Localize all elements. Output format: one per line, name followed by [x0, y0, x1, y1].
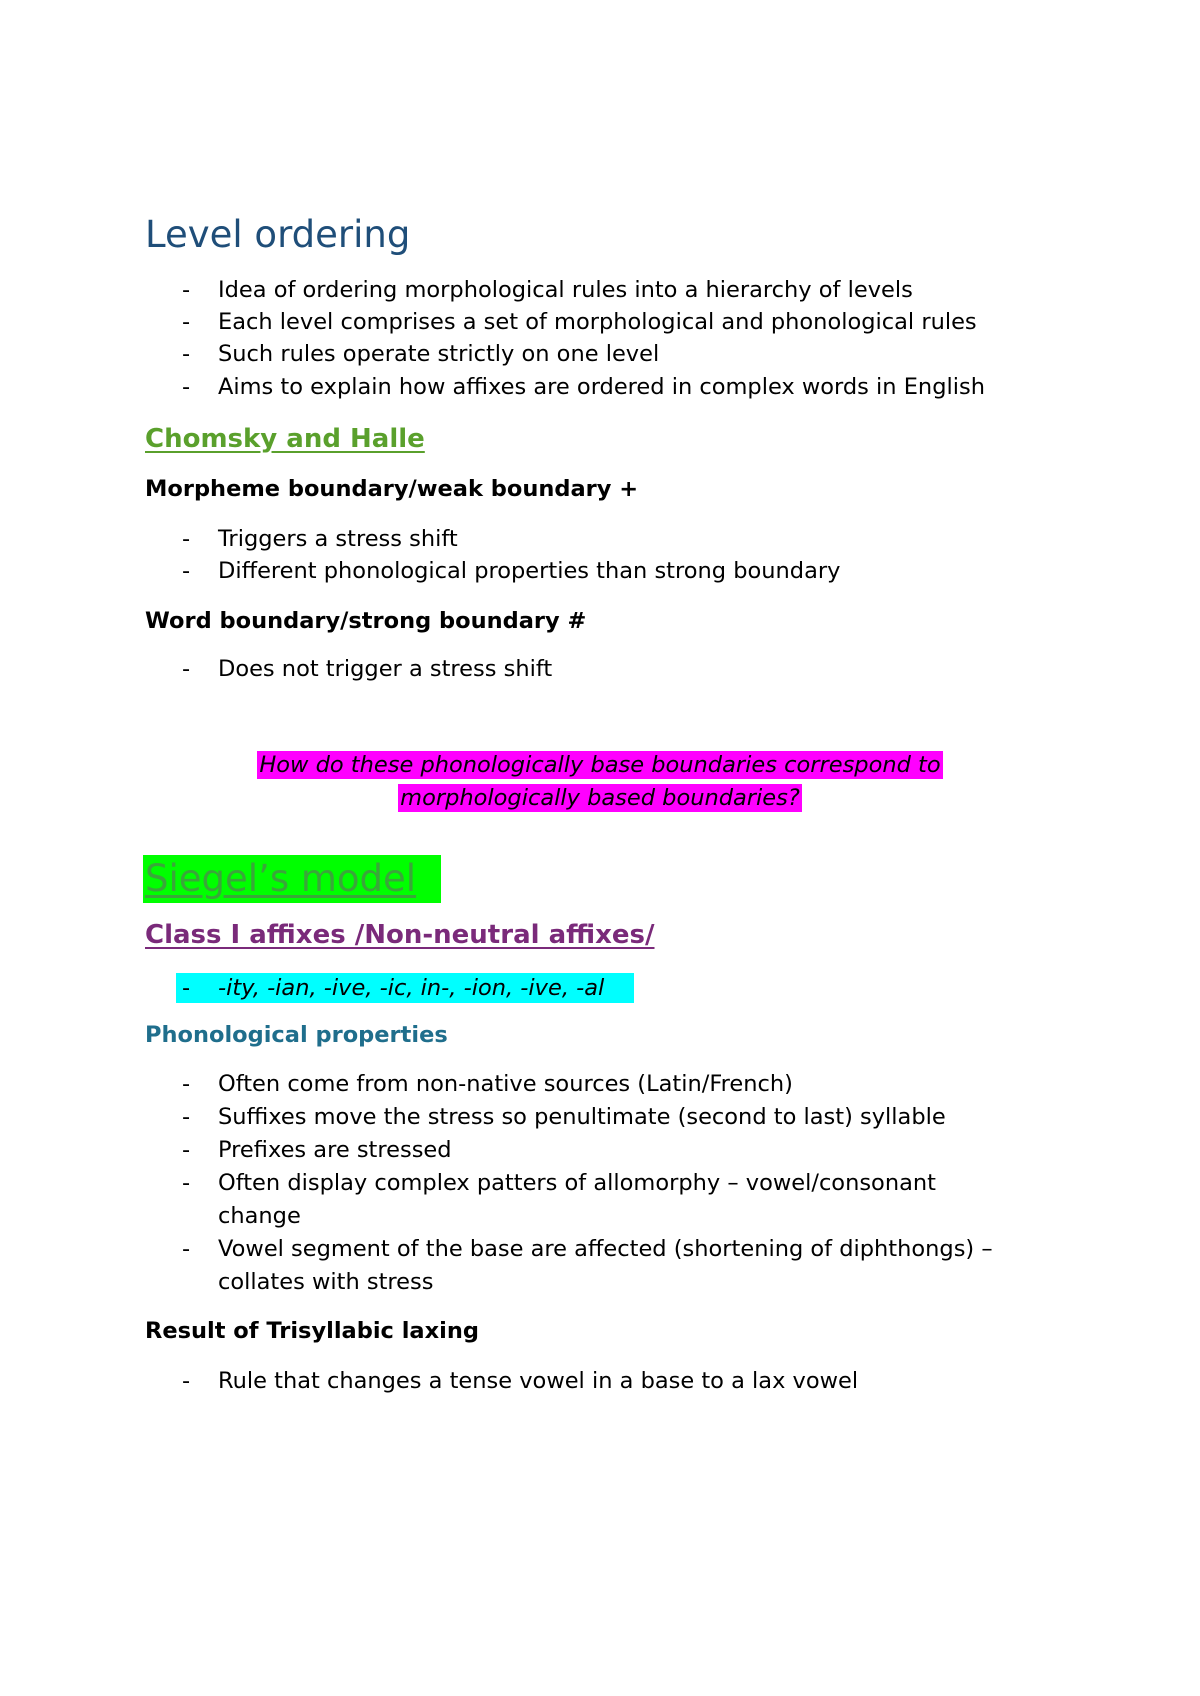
phon-bullet-5-cont: collates with stress — [218, 1269, 434, 1295]
affix-list: -ity, -ian, -ive, -ic, in-, -ion, -ive, -al — [218, 975, 605, 1001]
word-boundary-heading: Word boundary/strong boundary # — [145, 608, 587, 634]
phon-bullet-4-cont: change — [218, 1203, 301, 1229]
bullet-dash: - — [182, 1368, 191, 1394]
level-bullet-1: Idea of ordering morphological rules into a hierarchy of levels — [218, 277, 913, 303]
level-bullet-3: Such rules operate strictly on one level — [218, 341, 660, 367]
word-bullet-1: Does not trigger a stress shift — [218, 656, 553, 682]
trisyllabic-heading: Result of Trisyllabic laxing — [145, 1318, 479, 1344]
bullet-dash: - — [182, 374, 191, 400]
phonological-properties-heading: Phonological properties — [145, 1022, 448, 1048]
bullet-dash: - — [182, 975, 191, 1001]
phon-bullet-2: Suffixes move the stress so penultimate (second to last) syllable — [218, 1104, 946, 1130]
bullet-dash: - — [182, 277, 191, 303]
bullet-dash: - — [182, 656, 191, 682]
phon-bullet-1: Often come from non-native sources (Latin/French) — [218, 1071, 793, 1097]
question-line-1-wrap — [0, 754, 1200, 777]
bullet-dash: - — [182, 1071, 191, 1097]
bullet-dash: - — [182, 558, 191, 584]
question-line-2-wrap — [0, 787, 1200, 810]
bullet-dash: - — [182, 309, 191, 335]
trisyllabic-bullet-1: Rule that changes a tense vowel in a base to a lax vowel — [218, 1368, 859, 1394]
bullet-dash: - — [182, 1104, 191, 1130]
phon-bullet-4: Often display complex patters of allomorphy – vowel/consonant — [218, 1170, 936, 1196]
class-one-heading: Class I affixes /Non-neutral affixes/ — [145, 920, 655, 950]
phon-bullet-3: Prefixes are stressed — [218, 1137, 452, 1163]
chomsky-halle-heading: Chomsky and Halle — [145, 424, 425, 454]
page-title: Level ordering — [145, 213, 411, 256]
bullet-dash: - — [182, 341, 191, 367]
phon-bullet-5: Vowel segment of the base are affected (shortening of diphthongs) – — [218, 1236, 993, 1262]
morpheme-bullet-1: Triggers a stress shift — [218, 526, 458, 552]
bullet-dash: - — [182, 1137, 191, 1163]
bullet-dash: - — [182, 526, 191, 552]
bullet-dash: - — [182, 1170, 191, 1196]
morpheme-boundary-heading: Morpheme boundary/weak boundary + — [145, 476, 639, 502]
question-line-1: How do these phonologically base boundaries correspond to — [259, 752, 941, 778]
bullet-dash: - — [182, 1236, 191, 1262]
level-bullet-4: Aims to explain how affixes are ordered in complex words in English — [218, 374, 985, 400]
question-line-2: morphologically based boundaries? — [400, 785, 800, 811]
siegel-heading: Siegel’s model — [145, 857, 417, 900]
level-bullet-2: Each level comprises a set of morphological and phonological rules — [218, 309, 977, 335]
morpheme-bullet-2: Different phonological properties than strong boundary — [218, 558, 841, 584]
